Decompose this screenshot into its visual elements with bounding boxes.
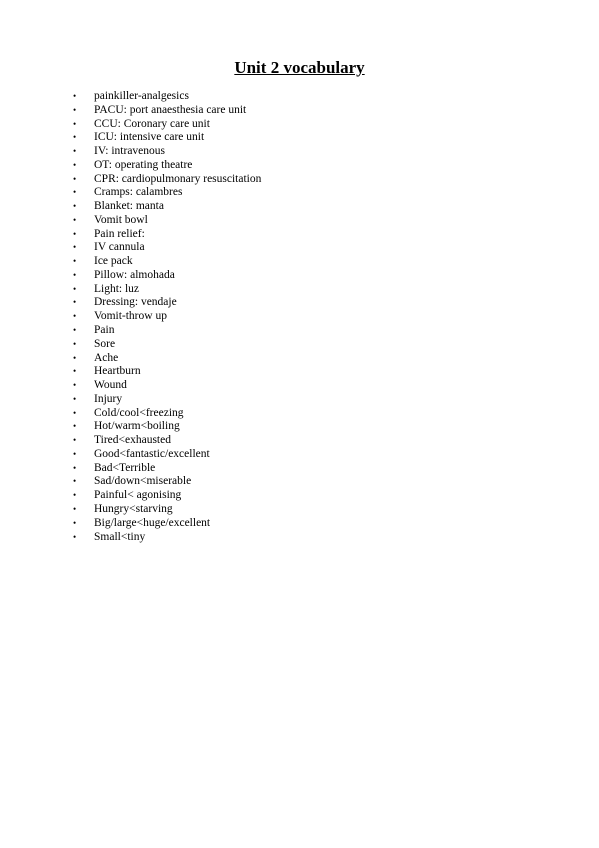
list-item-text: Ache xyxy=(94,351,119,364)
bullet-icon: • xyxy=(73,325,77,336)
list-item-text: Light: luz xyxy=(94,282,140,295)
bullet-icon: • xyxy=(73,352,77,363)
list-item-text: Small<tiny xyxy=(94,530,146,543)
bullet-icon: • xyxy=(73,214,77,225)
list-item-text: Heartburn xyxy=(94,365,141,378)
bullet-icon: • xyxy=(73,118,77,129)
bullet-icon: • xyxy=(73,311,77,322)
bullet-icon: • xyxy=(73,531,77,542)
bullet-icon: • xyxy=(73,187,77,198)
list-item-text: Hot/warm<boiling xyxy=(94,420,180,433)
list-item-text: Cold/cool<freezing xyxy=(94,406,184,419)
list-item-text: Painful< agonising xyxy=(94,489,182,502)
bullet-icon: • xyxy=(73,338,77,349)
bullet-icon: • xyxy=(73,283,77,294)
bullet-icon: • xyxy=(73,91,77,101)
list-item-text: Dressing: vendaje xyxy=(94,296,177,309)
bullet-icon: • xyxy=(73,159,77,170)
list-item-text: Pillow: almohada xyxy=(94,268,175,281)
list-item-text: IV: intravenous xyxy=(94,145,166,158)
bullet-icon: • xyxy=(73,256,77,267)
list-item-text: Pain xyxy=(94,324,115,337)
bullet-icon: • xyxy=(73,490,77,501)
list-item-text: Injury xyxy=(94,392,123,405)
bullet-icon: • xyxy=(73,146,77,157)
list-item-text: Ice pack xyxy=(94,255,133,268)
list-item-text: Vomit-throw up xyxy=(94,310,167,323)
list-item-text: Tired<exhausted xyxy=(94,434,171,447)
bullet-icon: • xyxy=(73,503,77,514)
bullet-icon: • xyxy=(73,366,77,377)
bullet-icon: • xyxy=(73,517,77,528)
bullet-icon: • xyxy=(73,104,77,115)
list-item-text: IV cannula xyxy=(94,241,145,254)
bullet-icon: • xyxy=(73,448,77,459)
list-item-text: Sore xyxy=(94,337,116,350)
bullet-icon: • xyxy=(73,393,77,404)
bullet-icon: • xyxy=(73,407,77,418)
list-item-text: ICU: intensive care unit xyxy=(94,131,205,144)
bullet-icon: • xyxy=(73,242,77,253)
bullet-icon: • xyxy=(73,173,77,184)
list-item-text: Pain relief: xyxy=(94,227,145,240)
list-item-text: Hungry<starving xyxy=(94,502,173,515)
list-item-text: PACU: port anaesthesia care unit xyxy=(94,103,247,116)
bullet-icon: • xyxy=(73,435,77,446)
list-item-text: Bad<Terrible xyxy=(94,461,156,474)
list-item-text: Big/large<huge/excellent xyxy=(94,516,211,529)
list-item-text: painkiller-analgesics xyxy=(94,90,189,102)
bullet-icon: • xyxy=(73,269,77,280)
list-item-text: CCU: Coronary care unit xyxy=(94,117,210,130)
list-item-text: Wound xyxy=(94,379,127,392)
bullet-icon: • xyxy=(73,380,77,391)
bullet-icon: • xyxy=(73,297,77,308)
list-item-text: Blanket: manta xyxy=(94,200,164,213)
page-title: Unit 2 vocabulary xyxy=(234,58,365,77)
bullet-icon: • xyxy=(73,462,77,473)
list-item-text: Cramps: calambres xyxy=(94,186,183,199)
bullet-icon: • xyxy=(73,132,77,143)
bullet-icon: • xyxy=(73,201,77,212)
list-item-text: Good<fantastic/excellent xyxy=(94,447,210,460)
list-item-text: CPR: cardiopulmonary resuscitation xyxy=(94,172,262,185)
list-item-text: OT: operating theatre xyxy=(94,158,193,171)
bullet-icon: • xyxy=(73,476,77,487)
list-item-text: Sad/down<miserable xyxy=(94,475,192,488)
list-item-text: Vomit bowl xyxy=(94,213,148,226)
bullet-icon: • xyxy=(73,228,77,239)
bullet-icon: • xyxy=(73,421,77,432)
